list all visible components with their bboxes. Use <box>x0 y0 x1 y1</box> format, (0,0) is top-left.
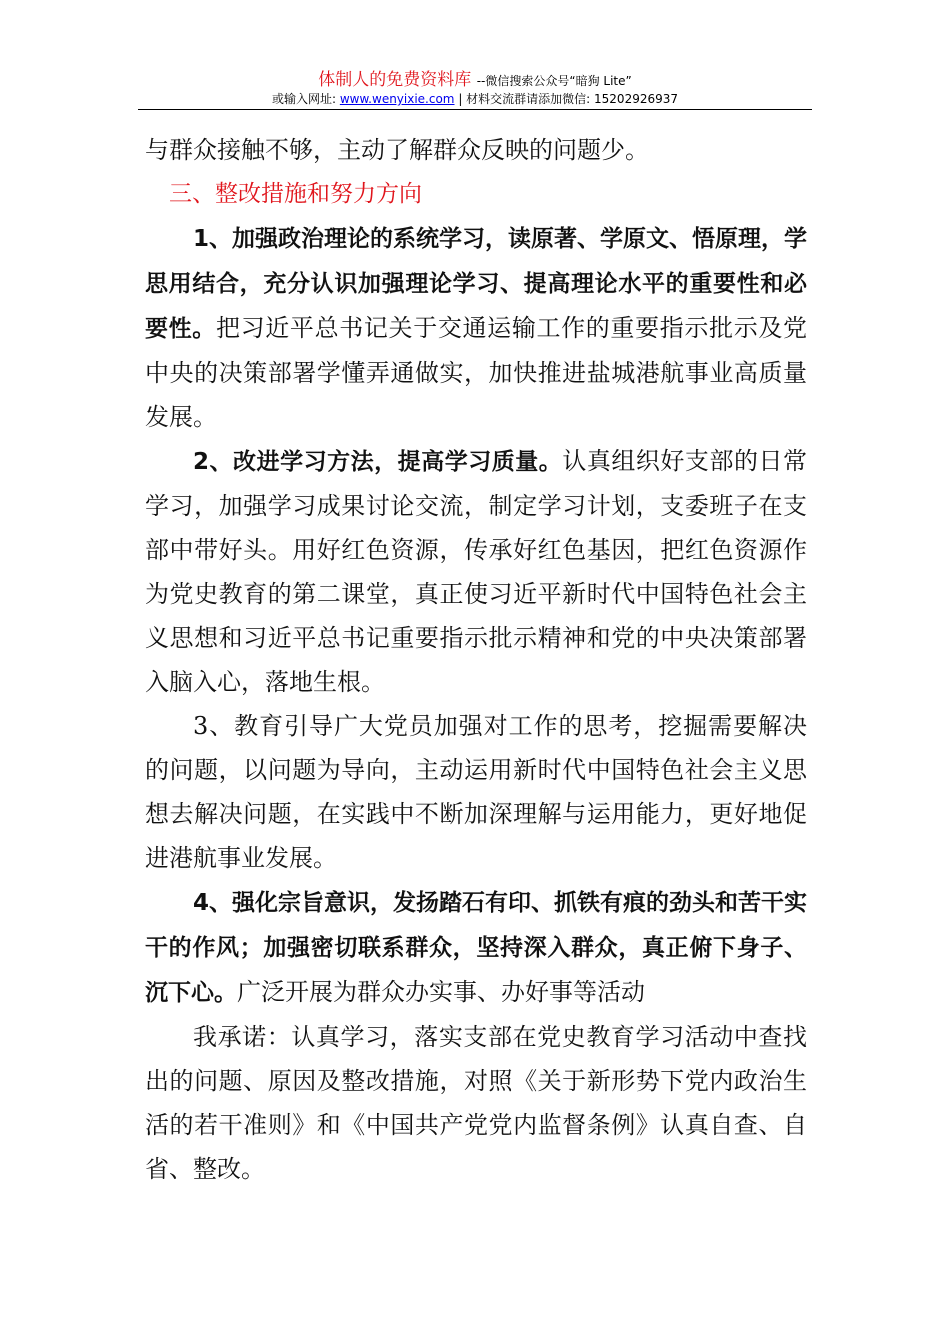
header-contact: 材料交流群请添加微信: 15202926937 <box>466 92 679 106</box>
item-1-text: 把习近平总书记关于交通运输工作的重要指示批示及党中央的决策部署学懂弄通做实，加快推进盐城港航事业高质量发展。 <box>145 314 808 431</box>
header-url-prefix: 或输入网址: <box>271 92 340 106</box>
header-separator: | <box>454 92 467 106</box>
paragraph-continued: 与群众接触不够，主动了解群众反映的问题少。 <box>145 136 649 164</box>
item-4-text: 广泛开展为群众办实事、办好事等活动 <box>237 978 645 1006</box>
item-2-text: 认真组织好支部的日常学习，加强学习成果讨论交流，制定学习计划，支委班子在支部中带好头。用好红色资源，传承好红色基因，把红色资源作为党史教育的第二课堂，真正使习近平新时代中国特色社会主义思想和习近平总书记重要指示批示精神和党的中央决策部署入脑入心，落地生根。 <box>145 447 808 696</box>
header-tagline: --微信搜索公众号“暗狗 Lite” <box>476 74 632 88</box>
item-2-bold: 2、改进学习方法，提高学习质量。 <box>193 449 563 475</box>
section-heading: 三、整改措施和努力方向 <box>169 181 422 207</box>
paragraph-item-2 <box>145 439 807 704</box>
paragraph-item-3: 3、教育引导广大党员加强对工作的思考，挖掘需要解决的问题，以问题为导向，主动运用新时代中国特色社会主义思想去解决问题，在实践中不断加深理解与运用能力，更好地促进港航事业发展。 <box>145 712 807 872</box>
item-4-bold: 4、强化宗旨意识，发扬踏石有印、抓铁有痕的劲头和苦干实干的作风；加强密切联系群众，坚持深入群众，真正俯下身子、沉下心。 <box>145 890 808 1006</box>
paragraph-item-4 <box>145 880 807 1015</box>
paragraph-pledge: 我承诺：认真学习，落实支部在党史教育学习活动中查找出的问题、原因及整改措施，对照《关于新形势下党内政治生活的若干准则》和《中国共产党党内监督条例》认真自查、自省、整改。 <box>145 1023 807 1183</box>
paragraph-item-1 <box>145 216 807 439</box>
header-url-link[interactable]: www.wenyixie.com <box>339 92 455 106</box>
header-title: 体制人的免费资料库 <box>318 70 472 90</box>
header-divider <box>138 109 812 110</box>
item-1-bold: 1、加强政治理论的系统学习，读原著、学原文、悟原理，学思用结合，充分认识加强理论学习、提高理论水平的重要性和必要性。 <box>145 226 808 342</box>
header-line-1 <box>138 70 812 91</box>
document-body <box>145 128 807 1191</box>
header-line-2 <box>138 91 812 107</box>
